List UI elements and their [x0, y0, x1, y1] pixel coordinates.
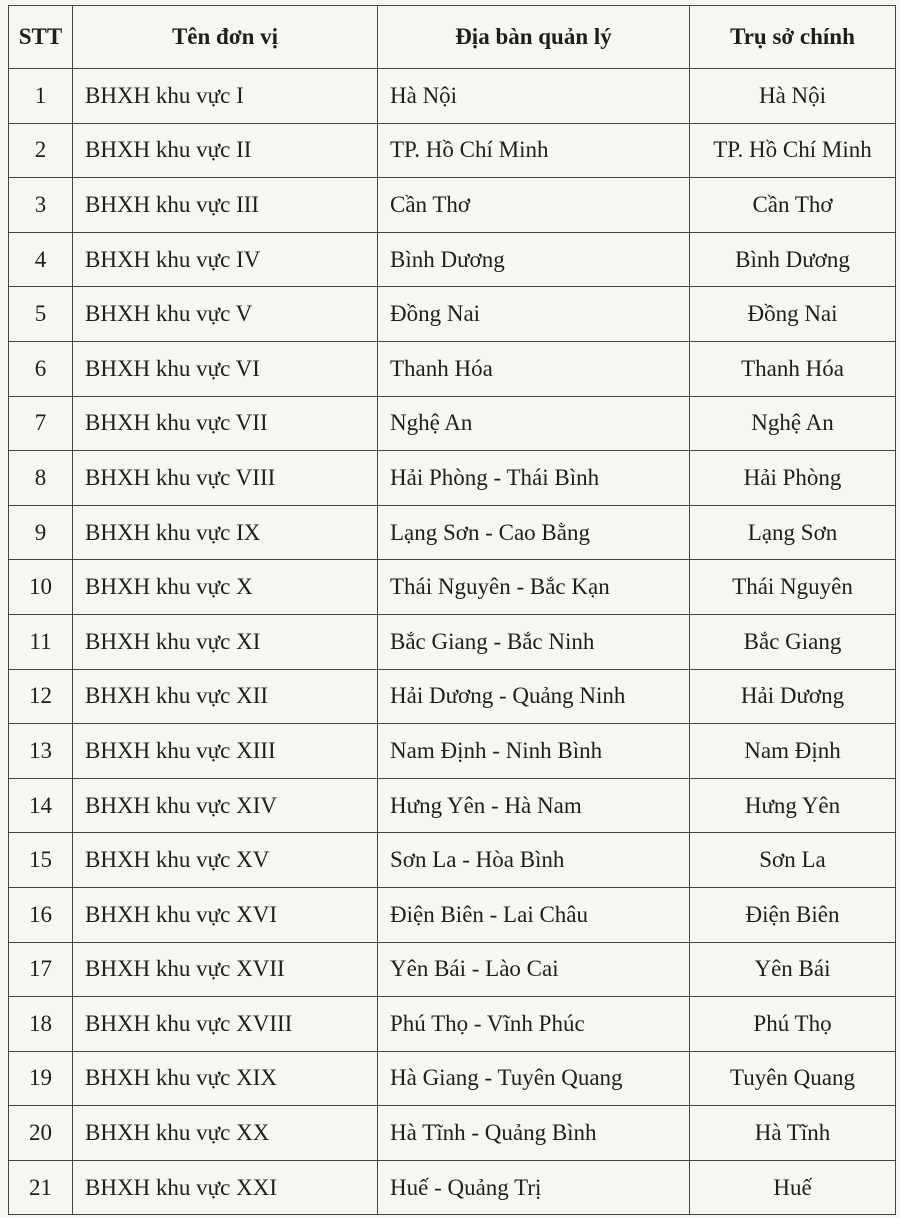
cell-area: Điện Biên - Lai Châu: [378, 887, 690, 942]
table-header-row: [9, 6, 896, 69]
cell-stt: 5: [9, 287, 73, 342]
cell-stt: 8: [9, 451, 73, 506]
table-row: [9, 232, 896, 287]
cell-stt: 18: [9, 997, 73, 1052]
header-unit-name: Tên đơn vị: [73, 6, 378, 69]
cell-area: Hà Giang - Tuyên Quang: [378, 1051, 690, 1106]
cell-unit-name: BHXH khu vực XX: [73, 1106, 378, 1161]
table-body: [9, 69, 896, 1215]
cell-unit-name: BHXH khu vực VII: [73, 396, 378, 451]
cell-headquarters: Cần Thơ: [690, 178, 896, 233]
cell-stt: 15: [9, 833, 73, 888]
table-row: [9, 1051, 896, 1106]
cell-unit-name: BHXH khu vực XXI: [73, 1160, 378, 1215]
cell-area: Cần Thơ: [378, 178, 690, 233]
cell-stt: 16: [9, 887, 73, 942]
cell-stt: 4: [9, 232, 73, 287]
cell-headquarters: Thanh Hóa: [690, 341, 896, 396]
header-area: Địa bàn quản lý: [378, 6, 690, 69]
cell-headquarters: Đồng Nai: [690, 287, 896, 342]
cell-unit-name: BHXH khu vực XVI: [73, 887, 378, 942]
cell-headquarters: Hải Phòng: [690, 451, 896, 506]
cell-area: Yên Bái - Lào Cai: [378, 942, 690, 997]
cell-stt: 9: [9, 505, 73, 560]
cell-area: Hà Tĩnh - Quảng Bình: [378, 1106, 690, 1161]
cell-unit-name: BHXH khu vực III: [73, 178, 378, 233]
cell-area: Hải Phòng - Thái Bình: [378, 451, 690, 506]
cell-area: Thanh Hóa: [378, 341, 690, 396]
cell-unit-name: BHXH khu vực II: [73, 123, 378, 178]
cell-area: TP. Hồ Chí Minh: [378, 123, 690, 178]
table-row: [9, 887, 896, 942]
table-row: [9, 997, 896, 1052]
cell-unit-name: BHXH khu vực IV: [73, 232, 378, 287]
cell-unit-name: BHXH khu vực VIII: [73, 451, 378, 506]
table-row: [9, 1160, 896, 1215]
cell-stt: 11: [9, 614, 73, 669]
cell-headquarters: Lạng Sơn: [690, 505, 896, 560]
cell-headquarters: Nghệ An: [690, 396, 896, 451]
cell-area: Sơn La - Hòa Bình: [378, 833, 690, 888]
cell-headquarters: Sơn La: [690, 833, 896, 888]
cell-stt: 17: [9, 942, 73, 997]
cell-area: Hưng Yên - Hà Nam: [378, 778, 690, 833]
cell-area: Nghệ An: [378, 396, 690, 451]
cell-headquarters: Điện Biên: [690, 887, 896, 942]
cell-unit-name: BHXH khu vực XV: [73, 833, 378, 888]
cell-stt: 2: [9, 123, 73, 178]
cell-headquarters: Nam Định: [690, 724, 896, 779]
cell-area: Phú Thọ - Vĩnh Phúc: [378, 997, 690, 1052]
table-row: [9, 123, 896, 178]
cell-area: Đồng Nai: [378, 287, 690, 342]
cell-area: Hải Dương - Quảng Ninh: [378, 669, 690, 724]
cell-area: Lạng Sơn - Cao Bằng: [378, 505, 690, 560]
table-row: [9, 178, 896, 233]
table-row: [9, 560, 896, 615]
cell-area: Huế - Quảng Trị: [378, 1160, 690, 1215]
cell-unit-name: BHXH khu vực VI: [73, 341, 378, 396]
table-row: [9, 69, 896, 124]
cell-stt: 21: [9, 1160, 73, 1215]
cell-unit-name: BHXH khu vực XVIII: [73, 997, 378, 1052]
cell-unit-name: BHXH khu vực XII: [73, 669, 378, 724]
table-row: [9, 942, 896, 997]
cell-headquarters: Yên Bái: [690, 942, 896, 997]
cell-area: Thái Nguyên - Bắc Kạn: [378, 560, 690, 615]
table-row: [9, 287, 896, 342]
table-row: [9, 505, 896, 560]
cell-unit-name: BHXH khu vực XIX: [73, 1051, 378, 1106]
cell-headquarters: Hưng Yên: [690, 778, 896, 833]
cell-unit-name: BHXH khu vực XI: [73, 614, 378, 669]
cell-headquarters: Thái Nguyên: [690, 560, 896, 615]
header-stt: STT: [9, 6, 73, 69]
table-row: [9, 778, 896, 833]
table-row: [9, 833, 896, 888]
cell-unit-name: BHXH khu vực I: [73, 69, 378, 124]
cell-area: Bình Dương: [378, 232, 690, 287]
cell-unit-name: BHXH khu vực V: [73, 287, 378, 342]
cell-stt: 13: [9, 724, 73, 779]
table-row: [9, 341, 896, 396]
header-headquarters: Trụ sở chính: [690, 6, 896, 69]
cell-stt: 7: [9, 396, 73, 451]
cell-headquarters: Tuyên Quang: [690, 1051, 896, 1106]
table-row: [9, 614, 896, 669]
cell-unit-name: BHXH khu vực IX: [73, 505, 378, 560]
cell-stt: 6: [9, 341, 73, 396]
table-row: [9, 451, 896, 506]
cell-headquarters: Hà Nội: [690, 69, 896, 124]
table-row: [9, 1106, 896, 1161]
cell-stt: 3: [9, 178, 73, 233]
cell-headquarters: Hà Tĩnh: [690, 1106, 896, 1161]
table-row: [9, 724, 896, 779]
cell-unit-name: BHXH khu vực XIV: [73, 778, 378, 833]
regional-offices-table: [8, 5, 896, 1215]
cell-headquarters: TP. Hồ Chí Minh: [690, 123, 896, 178]
cell-headquarters: Bình Dương: [690, 232, 896, 287]
cell-headquarters: Hải Dương: [690, 669, 896, 724]
cell-stt: 10: [9, 560, 73, 615]
cell-headquarters: Huế: [690, 1160, 896, 1215]
table-row: [9, 396, 896, 451]
cell-unit-name: BHXH khu vực XVII: [73, 942, 378, 997]
cell-unit-name: BHXH khu vực X: [73, 560, 378, 615]
cell-stt: 20: [9, 1106, 73, 1161]
cell-area: Hà Nội: [378, 69, 690, 124]
cell-area: Nam Định - Ninh Bình: [378, 724, 690, 779]
cell-area: Bắc Giang - Bắc Ninh: [378, 614, 690, 669]
cell-unit-name: BHXH khu vực XIII: [73, 724, 378, 779]
cell-stt: 19: [9, 1051, 73, 1106]
cell-stt: 12: [9, 669, 73, 724]
table-row: [9, 669, 896, 724]
cell-headquarters: Bắc Giang: [690, 614, 896, 669]
cell-stt: 14: [9, 778, 73, 833]
cell-stt: 1: [9, 69, 73, 124]
cell-headquarters: Phú Thọ: [690, 997, 896, 1052]
